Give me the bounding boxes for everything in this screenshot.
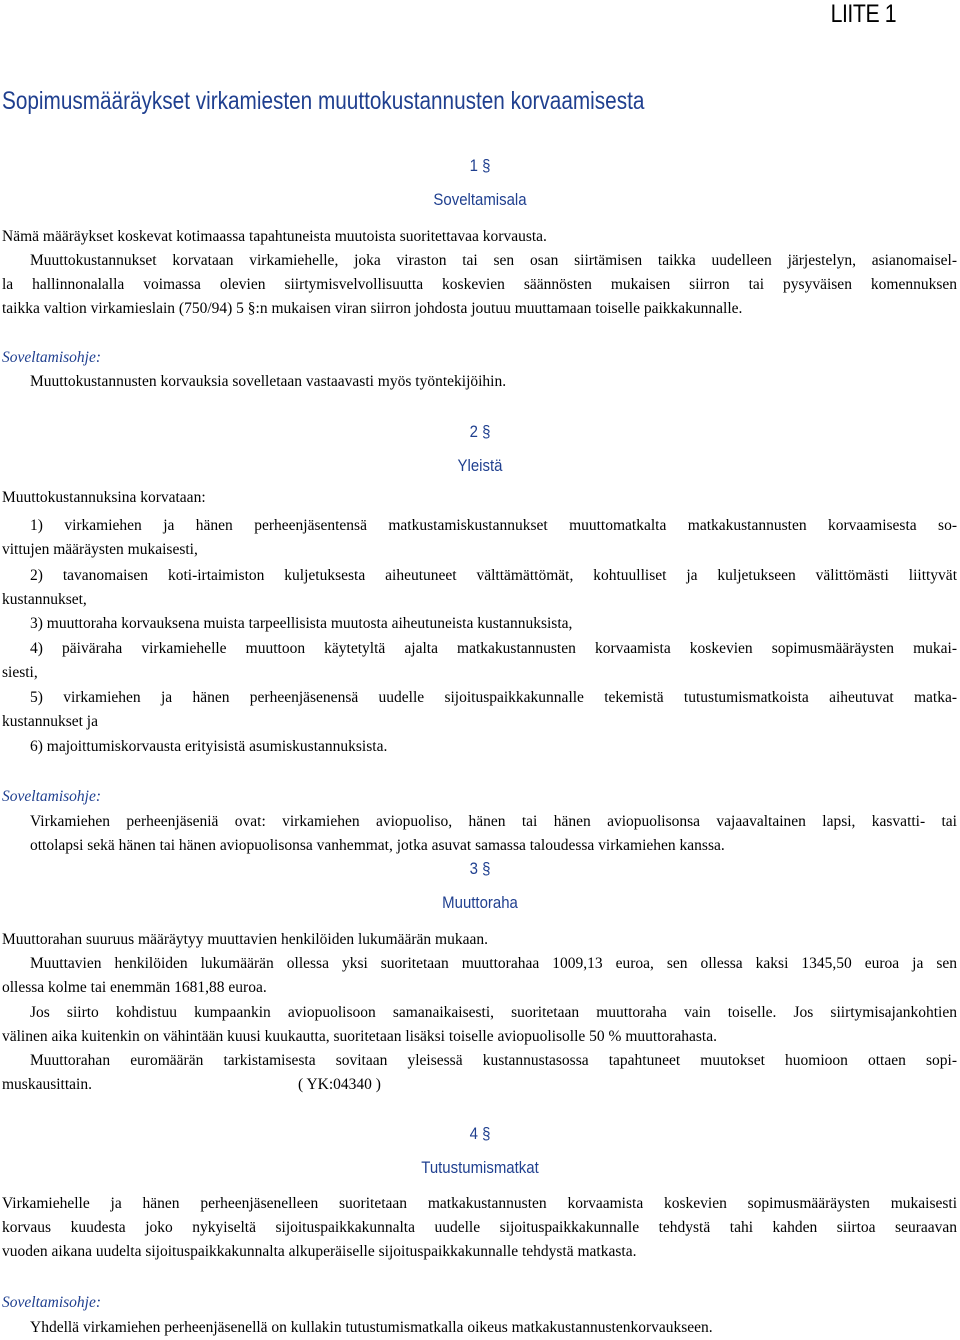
paragraph-line: Muuttorahan suuruus määräytyy muuttavien henkilöiden lukumäärän mukaan. [2,931,488,948]
list-item: 5) virkamiehen ja hänen perheenjäsenensä uudelle sijoituspaikkakunnalle tekemistä tutustumismatkoista aiheutuvat matka- [30,689,957,706]
list-item: 3) muuttoraha korvauksena muista tarpeellisista muutosta aiheutuneista kustannuksista, [30,615,573,632]
reference-code: ( YK:04340 ) [298,1076,381,1093]
guide-label: Soveltamisohje: [2,1294,102,1311]
guide-text: Muuttokustannusten korvauksia sovelletaan vastaavasti myös työntekijöihin. [30,373,507,390]
paragraph-line: Muuttokustannuksina korvataan: [2,489,206,506]
paragraph-line: Muuttavien henkilöiden lukumäärän ollessa yksi suoritetaan muuttorahaa 1009,13 euroa, sen ollessa kaksi 1345,50 euroa ja sen [30,955,957,972]
guide-text: Yhdellä virkamiehen perheenjäsenellä on kullakin tutustumismatkalla oikeus matkakustannustenkorvaukseen. [30,1319,713,1336]
section-4-title: Tutustumismatkat [421,1158,539,1177]
paragraph-line: korvaus kuudesta joko nykyiseltä sijoituspaikkakunnalta uudelle sijoituspaikkakunnalle tehdystä tahi kahden siirtoa seuraavan [2,1219,957,1236]
section-2-title: Yleistä [457,456,503,475]
paragraph-line: la hallinnonalalla voimassa olevien siirtymisvelvollisuutta koskevien säännösten mukaisen siirron tai pysyväisen komennuksen [2,276,957,293]
section-1-title: Soveltamisala [433,190,527,209]
list-item: 6) majoittumiskorvausta erityisistä asumiskustannuksista. [30,738,388,755]
section-4-number: 4 § [469,1124,491,1143]
paragraph-line: ollessa kolme tai enemmän 1681,88 euroa. [2,979,267,996]
paragraph-line: vuoden aikana uudelta sijoituspaikkakunnalta alkuperäiselle sijoituspaikkakunnalle tehdystä matkasta. [2,1243,637,1260]
section-1-number: 1 § [469,156,491,175]
section-3-number: 3 § [469,859,491,878]
section-2-number: 2 § [469,422,491,441]
section-3-title: Muuttoraha [442,893,518,912]
guide-label: Soveltamisohje: [2,788,102,805]
guide-text: Virkamiehen perheenjäseniä ovat: virkamiehen aviopuoliso, hänen tai hänen aviopuolisonsa vajaavaltainen lapsi, kasvatti- tai [30,813,957,830]
paragraph-line: Virkamiehelle ja hänen perheenjäsenelleen suoritetaan matkakustannusten korvaamista koskevien sopimusmääräysten mukaisesti [2,1195,957,1212]
list-item: kustannukset, [2,591,87,608]
list-item: siesti, [2,664,38,681]
list-item: vittujen määräysten mukaisesti, [2,541,198,558]
guide-text: ottolapsi sekä hänen tai hänen aviopuolisonsa vanhemmat, jotka asuvat samassa taloudessa virkamiehen kanssa. [30,837,725,854]
list-item: 2) tavanomaisen koti-irtaimiston kuljetuksesta aiheutuneet välttämättömät, kohtuulliset ja kuljetukseen välittömästi liittyvät [30,567,957,584]
paragraph-line: välinen aika kuitenkin on vähintään kuusi kuukautta, suoritetaan lisäksi toiselle aviopuolisolle 50 % muuttorahasta. [2,1028,717,1045]
list-item: 1) virkamiehen ja hänen perheenjäsentensä matkustamiskustannukset muuttomatkalta matkakustannusten korvaamisesta so- [30,517,957,534]
paragraph-line: Muuttokustannukset korvataan virkamiehelle, joka viraston tai sen osan siirtämisen taikka uudelleen järjestelyn, asianomaisel- [30,252,957,269]
document-title: Sopimusmääräykset virkamiesten muuttokustannusten korvaamisesta [2,87,645,115]
appendix-label: LIITE 1 [830,0,896,28]
paragraph-line: Nämä määräykset koskevat kotimaassa tapahtuneista muutoista suoritettavaa korvausta. [2,228,547,245]
list-item: 4) päiväraha virkamiehelle muuttoon käytetyltä ajalta matkakustannusten korvaamista koskevien sopimusmääräysten mukai- [30,640,957,657]
paragraph-line: taikka valtion virkamieslain (750/94) 5 §:n mukaisen viran siirron johdosta joutuu muuttamaan toiselle paikkakunnalle. [2,300,743,317]
paragraph-line: muskausittain. [2,1076,92,1093]
paragraph-line: Jos siirto kohdistuu kumpaankin aviopuolisoon samanaikaisesti, suoritetaan muuttoraha vain toiselle. Jos siirtymisajankohtien [30,1004,957,1021]
list-item: kustannukset ja [2,713,98,730]
guide-label: Soveltamisohje: [2,349,102,366]
paragraph-line: Muuttorahan euromäärän tarkistamisesta sovitaan yleisessä kustannustasossa tapahtuneet muutokset huomioon ottaen sopi- [30,1052,957,1069]
